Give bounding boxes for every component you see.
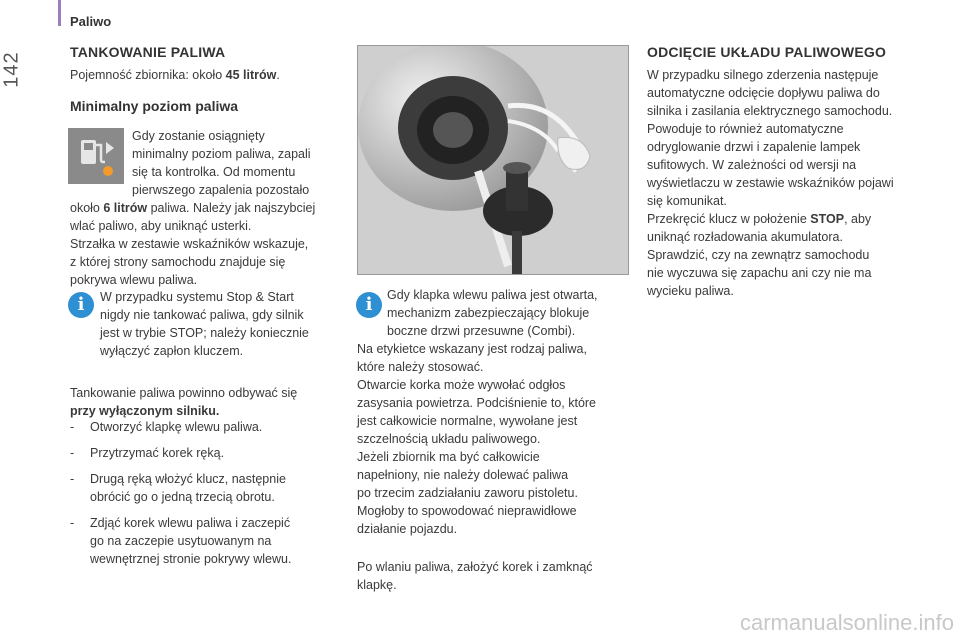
- fuel-notes: Na etykietce wskazany jest rodzaj paliwa, które należy stosować. Otwarcie korka może wywołać odgłos zasysania powietrza. Podciśnienie to, które jest całkowicie normalne, wywołane jest szczelnością układu paliwowego. Jeżeli zbiornik ma być całkowicie napełniony, nie należy dolewać paliwa po trzecim zadziałaniu zaworu pistoletu. Mogłoby to spowodować nieprawidłowe działanie pojazdu.: [357, 342, 597, 536]
- list-item: - Zdjąć korek wlewu paliwa i zaczepić go na zaczepie usytuowanym na wewnętrznej stronie pokrywy wlewu.: [70, 516, 292, 566]
- refuel-steps: [70, 418, 350, 576]
- list-item: - Przytrzymać korek ręką.: [70, 446, 225, 460]
- section-title: Paliwo: [70, 14, 112, 29]
- refuel-intro: Tankowanie paliwa powinno odbywać się przy wyłączonym silniku.: [70, 386, 298, 418]
- fuel-cap-photo: [357, 45, 629, 275]
- fuel-warning-icon: [68, 128, 124, 184]
- list-item: - Drugą ręką włożyć klucz, następnie obrócić go o jedną trzecią obrotu.: [70, 472, 286, 504]
- min-level-text-cont: około 6 litrów paliwa. Należy jak najszybciej wlać paliwo, aby uniknąć usterki. Strzałka w zestawie wskaźników wskazuje, z której strony samochodu znajduje się pokrywa wlewu paliwa.: [70, 201, 316, 287]
- refueling-title: TANKOWANIE PALIWA: [70, 44, 226, 60]
- fuel-cutoff-text: W przypadku silnego zderzenia następuje automatyczne odcięcie dopływu paliwa do silnika i zasilania elektrycznego samochodu. Powoduje to również automatyczne odryglowanie drzwi i zapalenie lampek sufitowych. W zależności od wersji na wyświetlaczu w zestawie wskaźników pojawi się komunikat. Przekręcić klucz w położenie STOP, aby uniknąć rozładowania akumulatora. Sprawdzić, czy na zewnątrz samochodu nie wyczuwa się zapachu ani czy nie ma wycieku paliwa.: [647, 68, 894, 298]
- section-marker: [58, 0, 61, 26]
- info-icon: i: [68, 292, 94, 318]
- tank-capacity: Pojemność zbiornika: około 45 litrów.: [70, 68, 280, 82]
- info-icon: i: [356, 292, 382, 318]
- min-level-text: Gdy zostanie osiągnięty minimalny poziom paliwa, zapali się ta kontrolka. Od momentu pierwszego zapalenia pozostało: [132, 129, 311, 197]
- stop-start-note: W przypadku systemu Stop & Start nigdy nie tankować paliwa, gdy silnik jest w trybie STOP; należy koniecznie wyłączyć zapłon kluczem.: [100, 290, 309, 358]
- sliding-door-note: Gdy klapka wlewu paliwa jest otwarta, mechanizm zabezpieczający blokuje boczne drzwi przesuwne (Combi).: [387, 288, 598, 338]
- watermark: carmanualsonline.info: [739, 610, 954, 635]
- closing-note: Po wlaniu paliwa, założyć korek i zamknąć klapkę.: [357, 560, 593, 592]
- fuel-cutoff-title: ODCIĘCIE UKŁADU PALIWOWEGO: [647, 44, 887, 60]
- page-number: 142: [0, 51, 23, 88]
- min-level-title: Minimalny poziom paliwa: [70, 98, 239, 114]
- list-item: - Otworzyć klapkę wlewu paliwa.: [70, 420, 263, 434]
